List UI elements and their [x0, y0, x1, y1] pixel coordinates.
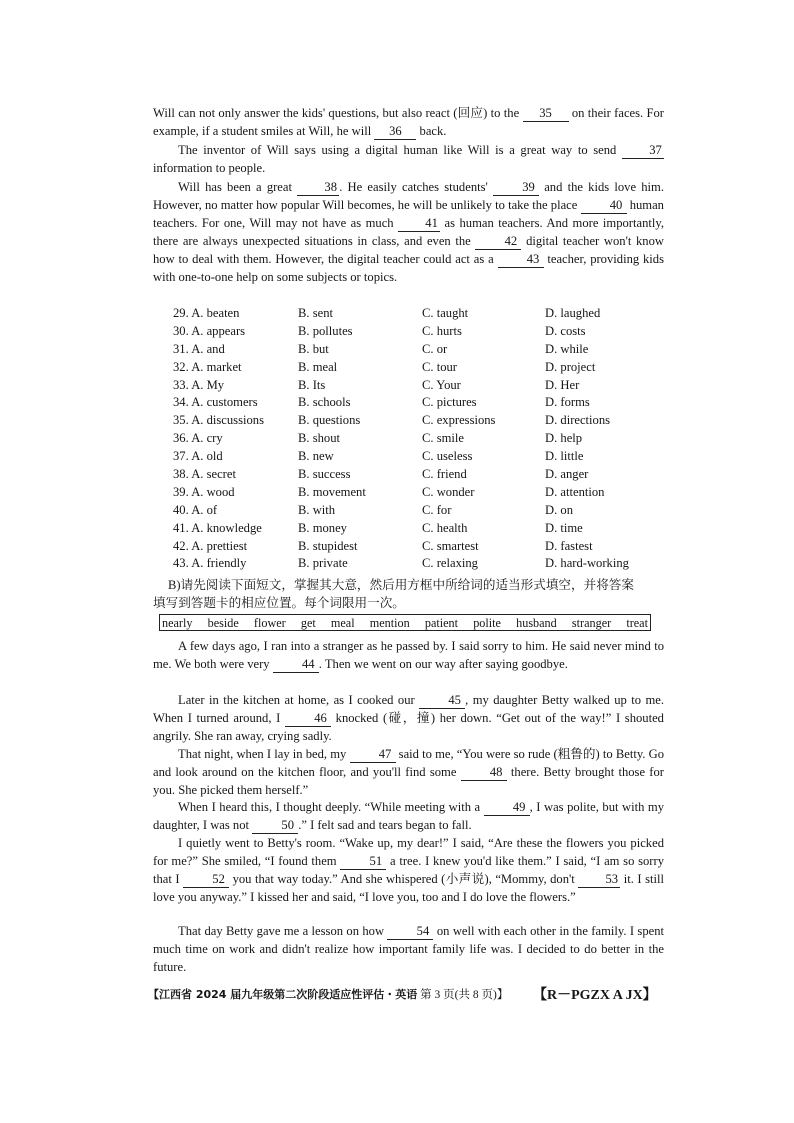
passage-b-paragraph-1: [153, 637, 664, 673]
blank-50: 50: [252, 818, 298, 834]
text: I quietly went to Betty's room. “Wake up, my dear!” I said, “Are these the flowers you picked for me?” She smiled, “I found them: [153, 836, 664, 868]
option-choice: C. health: [422, 520, 468, 535]
passage-a-paragraph-3: [153, 178, 664, 286]
exam-code: 【R－PGZX A JX】: [533, 988, 657, 1003]
option-choice: 43. A. friendly: [173, 556, 247, 571]
blank-53: 53: [578, 872, 620, 888]
blank-42: 42: [475, 234, 521, 250]
option-choice: D. attention: [545, 484, 605, 499]
text: said to me, “You were so rude (粗鲁的) to Betty. Go and look around on the kitchen floor, and you'll find some: [153, 747, 664, 779]
passage-b-paragraph-3: [153, 745, 664, 799]
text: there. Betty brought those for you. She picked them herself.”: [153, 765, 664, 797]
text: as human teachers. And more importantly, there are always unexpected situations in class, and even the: [153, 216, 664, 248]
option-choice: C. Your: [422, 377, 461, 392]
option-choice: C. useless: [422, 449, 473, 464]
option-choice: 35. A. discussions: [173, 413, 264, 428]
blank-51: 51: [340, 854, 386, 870]
page-footer: [148, 986, 508, 1002]
option-choice: B. new: [298, 449, 334, 464]
word-bank: [159, 614, 651, 631]
option-choice: B. but: [298, 341, 329, 356]
option-choice: C. for: [422, 502, 452, 517]
option-choice: 32. A. market: [173, 359, 242, 374]
option-choice: 37. A. old: [173, 449, 223, 464]
option-choice: D. on: [545, 502, 573, 517]
word-bank-item: meal: [330, 616, 355, 630]
option-choice: B. meal: [298, 359, 338, 374]
blank-37: 37: [622, 143, 664, 159]
text: The inventor of Will says using a digital human like Will is a great way to send: [178, 143, 617, 157]
blank-49: 49: [484, 800, 530, 816]
page-number: 第 3 页(共 8 页)】: [420, 989, 509, 1001]
text: on well with each other in the family. I spent much time on work and didn't realize how important family life was. I decided to do better in the future.: [153, 924, 665, 974]
text: , I was polite, but with my daughter, I was not: [153, 800, 664, 832]
word-bank-item: treat: [626, 616, 648, 630]
text: , my daughter Betty walked up to me. When I turned around, I: [153, 693, 664, 725]
instruction-line-1: B)请先阅读下面短文，掌握其大意，然后用方框中所给词的适当形式填空，并将答案: [168, 578, 634, 592]
instruction-line-2: 填写到答题卡的相应位置。每个词限用一次。: [153, 596, 405, 610]
blank-36: 36: [374, 124, 416, 140]
blank-48: 48: [461, 765, 507, 781]
option-choice: D. anger: [545, 467, 589, 482]
option-choice: B. sent: [298, 306, 333, 320]
text: That night, when I lay in bed, my: [178, 747, 347, 761]
option-choice: D. costs: [545, 323, 586, 338]
word-bank-item: mention: [369, 616, 410, 630]
text: teacher, providing kids with one-to-one help on some subjects or topics.: [153, 252, 664, 284]
option-choice: B. with: [298, 502, 336, 517]
option-choice: 38. A. secret: [173, 467, 236, 482]
option-choice: D. laughed: [545, 306, 601, 320]
text: Will has been a great: [178, 180, 292, 194]
passage-b-paragraph-5: [153, 834, 664, 906]
text: on their faces. For example, if a student smiles at Will, he will: [153, 106, 665, 138]
text: Will can not only answer the kids' questions, but also react (回应) to the: [153, 106, 520, 120]
option-choice: C. taught: [422, 306, 469, 320]
blank-39: 39: [493, 180, 539, 196]
option-choice: D. help: [545, 431, 583, 446]
passage-a-paragraph-1: [153, 104, 664, 140]
option-choice: B. movement: [298, 484, 366, 499]
option-choice: C. relaxing: [422, 556, 478, 571]
option-choice: C. friend: [422, 467, 467, 482]
word-bank-item: husband: [516, 616, 557, 630]
option-choice: B. Its: [298, 377, 326, 392]
option-choice: B. stupidest: [298, 538, 358, 553]
option-choice: 40. A. of: [173, 502, 218, 517]
option-choice: C. smile: [422, 431, 464, 446]
word-bank-item: patient: [424, 616, 459, 630]
option-choice: 41. A. knowledge: [173, 520, 262, 535]
option-choice: C. or: [422, 341, 448, 356]
section-b-instructions: [153, 576, 668, 612]
footer-title: 【江西省 2024 届九年级第二次阶段适应性评估・英语: [148, 988, 418, 1001]
blank-46: 46: [285, 711, 331, 727]
text: A few days ago, I ran into a stranger as he passed by. I said sorry to him. He said never mind to me. We both were very: [153, 639, 664, 671]
word-bank-item: stranger: [571, 616, 612, 630]
text: . Then we went on our way after saying goodbye.: [318, 657, 568, 671]
word-bank-item: get: [300, 616, 316, 630]
option-choice: D. forms: [545, 395, 590, 410]
option-choice: D. Her: [545, 377, 580, 392]
option-choice: 42. A. prettiest: [173, 538, 248, 553]
option-choice: 39. A. wood: [173, 484, 235, 499]
text: a tree. I knew you'd like them.” I said, “I am so sorry that I: [153, 854, 664, 886]
word-bank-item: polite: [473, 616, 501, 630]
option-choice: B. money: [298, 520, 347, 535]
blank-47: 47: [350, 747, 396, 763]
option-choice: D. directions: [545, 413, 611, 428]
option-choice: C. hurts: [422, 323, 462, 338]
text: and the kids love him. However, no matter how popular Will becomes, he will be unlikely to take the place: [153, 180, 664, 212]
option-choice: D. while: [545, 341, 589, 356]
blank-38: 38: [297, 180, 339, 196]
passage-a-paragraph-2: [153, 141, 664, 177]
option-choice: C. tour: [422, 359, 457, 374]
option-choice: C. wonder: [422, 484, 475, 499]
option-choice: D. project: [545, 359, 596, 374]
blank-43: 43: [498, 252, 544, 268]
text: back.: [419, 124, 447, 138]
option-choice: D. little: [545, 449, 584, 464]
blank-35: 35: [523, 106, 569, 122]
option-choice: B. questions: [298, 413, 361, 428]
option-choice: C. pictures: [422, 395, 477, 410]
text: information to people.: [153, 161, 266, 175]
option-choice: 33. A. My: [173, 377, 225, 392]
blank-45: 45: [419, 693, 465, 709]
option-choice: D. fastest: [545, 538, 593, 553]
passage-b-paragraph-2: [153, 691, 664, 745]
option-choice: B. private: [298, 556, 348, 571]
option-choice: 29. A. beaten: [173, 306, 240, 320]
option-choice: 34. A. customers: [173, 395, 258, 410]
word-bank-item: flower: [253, 616, 286, 630]
blank-41: 41: [398, 216, 440, 232]
option-choice: 36. A. cry: [173, 431, 223, 446]
word-bank-item: beside: [207, 616, 239, 630]
text: That day Betty gave me a lesson on how: [178, 924, 385, 938]
option-choice: D. hard-working: [545, 556, 629, 571]
passage-b-paragraph-4: [153, 798, 664, 834]
text: .” I felt sad and tears began to fall.: [298, 818, 472, 832]
option-choice: B. success: [298, 467, 351, 482]
option-choice: B. pollutes: [298, 323, 353, 338]
text: it. I still love you anyway.” I kissed her and said, “I love you, too and I do love the flowers.”: [153, 872, 665, 904]
passage-b-paragraph-6: [153, 922, 664, 976]
option-choice: 31. A. and: [173, 341, 225, 356]
text: you that way today.” And she whispered (小声说), “Mommy, don't: [232, 872, 575, 886]
blank-44: 44: [273, 657, 319, 673]
text: . He easily catches students': [339, 180, 488, 194]
text: knocked (碰，撞) her down. “Get out of the way!” I shouted angrily. She ran away, crying sadly.: [153, 711, 664, 743]
blank-52: 52: [183, 872, 229, 888]
option-choice: 30. A. appears: [173, 323, 246, 338]
option-choice: B. schools: [298, 395, 351, 410]
option-choice: C. smartest: [422, 538, 479, 553]
option-choice: B. shout: [298, 431, 340, 446]
option-choice: C. expressions: [422, 413, 496, 428]
blank-54: 54: [387, 924, 433, 940]
word-bank-item: nearly: [162, 616, 193, 630]
blank-40: 40: [581, 198, 627, 214]
text: Later in the kitchen at home, as I cooked our: [178, 693, 415, 707]
text: When I heard this, I thought deeply. “While meeting with a: [178, 800, 481, 814]
option-choice: D. time: [545, 520, 583, 535]
text: human teachers. For one, Will may not have as much: [153, 198, 664, 230]
text: digital teacher won't know how to deal with them. However, the digital teacher could act as a: [153, 234, 664, 266]
